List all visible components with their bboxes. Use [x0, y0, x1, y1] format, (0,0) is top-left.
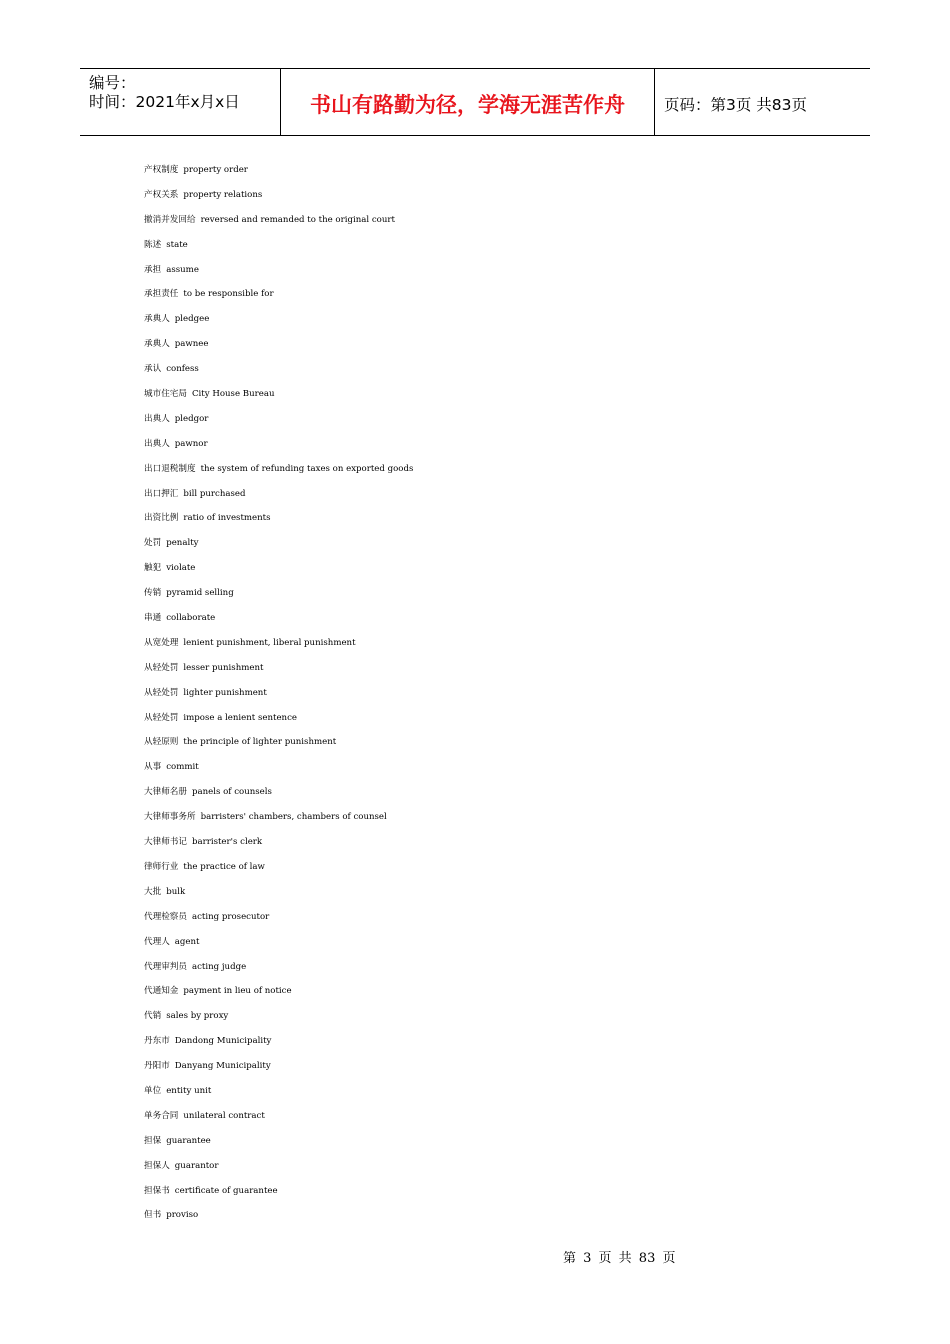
- entry-translation: violate: [166, 563, 196, 574]
- entry-term: 丹东市: [144, 1036, 170, 1047]
- glossary-entry: [144, 832, 413, 857]
- glossary-entry: [144, 484, 413, 509]
- glossary-entry: [144, 235, 413, 260]
- glossary-entry: [144, 981, 413, 1006]
- glossary-entry: [144, 1156, 413, 1181]
- entry-term: 代通知金: [144, 986, 179, 997]
- entry-term: 出资比例: [144, 513, 179, 524]
- entry-translation: pledgor: [174, 413, 209, 424]
- entry-translation: barrister's clerk: [191, 837, 263, 848]
- entry-term: 触犯: [144, 563, 162, 574]
- entry-term: 代理人: [144, 936, 170, 947]
- header-middle-cell: [281, 69, 655, 135]
- glossary-entry: [144, 907, 413, 932]
- entry-translation: acting judge: [191, 961, 247, 972]
- glossary-entry: [144, 1106, 413, 1131]
- glossary-entry: [144, 309, 413, 334]
- entry-translation: assume: [166, 264, 199, 275]
- entry-term: 陈述: [144, 239, 162, 250]
- entry-translation: impose a lenient sentence: [183, 712, 297, 723]
- entry-translation: reversed and remanded to the original court: [200, 214, 395, 225]
- entry-translation: Danyang Municipality: [174, 1061, 271, 1072]
- entry-translation: penalty: [166, 538, 199, 549]
- entry-term: 承担: [144, 264, 162, 275]
- glossary-entry: [144, 583, 413, 608]
- entry-term: 出典人: [144, 413, 170, 424]
- entry-term: 承担责任: [144, 289, 179, 300]
- entry-term: 出口押汇: [144, 488, 179, 499]
- entry-term: 大律师事务所: [144, 812, 196, 823]
- glossary-list: [144, 160, 413, 1230]
- document-date-label: 时间：2021年x月x日: [89, 93, 240, 111]
- glossary-entry: [144, 1205, 413, 1230]
- entry-translation: property relations: [183, 189, 263, 200]
- entry-translation: guarantor: [174, 1160, 219, 1171]
- entry-translation: to be responsible for: [183, 289, 274, 300]
- entry-term: 处罚: [144, 538, 162, 549]
- header-left-cell: [80, 69, 281, 135]
- glossary-entry: [144, 807, 413, 832]
- entry-term: 代销: [144, 1011, 162, 1022]
- entry-translation: panels of counsels: [191, 787, 272, 798]
- entry-term: 律师行业: [144, 861, 179, 872]
- entry-translation: Dandong Municipality: [174, 1036, 272, 1047]
- glossary-entry: [144, 1056, 413, 1081]
- glossary-entry: [144, 757, 413, 782]
- entry-translation: confess: [166, 364, 199, 375]
- glossary-entry: [144, 633, 413, 658]
- entry-translation: lighter punishment: [183, 687, 267, 698]
- glossary-entry: [144, 932, 413, 957]
- entry-term: 从轻处罚: [144, 687, 179, 698]
- glossary-entry: [144, 409, 413, 434]
- entry-term: 大律师名册: [144, 787, 187, 798]
- page-header: [80, 68, 870, 136]
- glossary-entry: [144, 708, 413, 733]
- glossary-entry: [144, 683, 413, 708]
- glossary-entry: [144, 1181, 413, 1206]
- entry-term: 单务合同: [144, 1110, 179, 1121]
- entry-translation: the practice of law: [183, 861, 265, 872]
- glossary-entry: [144, 185, 413, 210]
- entry-term: 代理检察员: [144, 911, 187, 922]
- entry-translation: property order: [183, 165, 248, 175]
- entry-term: 从轻处罚: [144, 712, 179, 723]
- glossary-entry: [144, 558, 413, 583]
- entry-translation: certificate of guarantee: [174, 1185, 278, 1196]
- entry-translation: bill purchased: [183, 488, 246, 499]
- glossary-entry: [144, 210, 413, 235]
- entry-term: 代理审判员: [144, 961, 187, 972]
- header-page-info: 页码：第3页 共83页: [664, 96, 808, 114]
- entry-term: 传销: [144, 588, 162, 599]
- glossary-entry: [144, 533, 413, 558]
- entry-translation: proviso: [166, 1210, 199, 1221]
- entry-term: 担保书: [144, 1185, 170, 1196]
- entry-translation: acting prosecutor: [191, 911, 270, 922]
- entry-translation: City House Bureau: [191, 389, 275, 400]
- entry-translation: pawnor: [174, 438, 208, 449]
- glossary-entry: [144, 260, 413, 285]
- entry-term: 承典人: [144, 339, 170, 350]
- entry-translation: ratio of investments: [183, 513, 271, 524]
- entry-translation: pawnee: [174, 339, 209, 350]
- entry-translation: collaborate: [166, 613, 216, 624]
- entry-term: 城市住宅局: [144, 389, 187, 400]
- entry-term: 单位: [144, 1085, 162, 1096]
- glossary-entry: [144, 882, 413, 907]
- entry-term: 串通: [144, 613, 162, 624]
- entry-translation: lenient punishment, liberal punishment: [183, 637, 356, 648]
- entry-term: 从事: [144, 762, 162, 773]
- entry-term: 大律师书记: [144, 837, 187, 848]
- entry-term: 担保人: [144, 1160, 170, 1171]
- header-right-cell: [655, 69, 870, 135]
- entry-term: 但书: [144, 1210, 162, 1221]
- glossary-entry: [144, 508, 413, 533]
- glossary-entry: [144, 434, 413, 459]
- entry-translation: unilateral contract: [183, 1110, 265, 1121]
- glossary-entry: [144, 384, 413, 409]
- entry-translation: lesser punishment: [183, 662, 264, 673]
- entry-translation: pyramid selling: [166, 588, 234, 599]
- glossary-entry: [144, 1031, 413, 1056]
- glossary-entry: [144, 608, 413, 633]
- entry-translation: bulk: [166, 886, 186, 897]
- entry-translation: pledgee: [174, 314, 210, 325]
- entry-term: 撤消并发回给: [144, 214, 196, 225]
- glossary-entry: [144, 732, 413, 757]
- glossary-entry: [144, 334, 413, 359]
- entry-term: 产权关系: [144, 189, 179, 200]
- glossary-entry: [144, 359, 413, 384]
- entry-term: 产权制度: [144, 165, 179, 175]
- header-motto: 书山有路勤为径，学海无涯苦作舟: [310, 93, 625, 117]
- glossary-entry: [144, 160, 413, 185]
- entry-translation: the principle of lighter punishment: [183, 737, 337, 748]
- glossary-entry: [144, 782, 413, 807]
- entry-term: 承典人: [144, 314, 170, 325]
- entry-translation: sales by proxy: [166, 1011, 229, 1022]
- entry-term: 出口退税制度: [144, 463, 196, 474]
- entry-translation: commit: [166, 762, 199, 773]
- glossary-entry: [144, 1006, 413, 1031]
- glossary-entry: [144, 459, 413, 484]
- entry-translation: payment in lieu of notice: [183, 986, 292, 997]
- page-footer: 第 3 页 共 83 页: [563, 1251, 676, 1266]
- glossary-entry: [144, 658, 413, 683]
- document-number-label: 编号：: [89, 74, 136, 92]
- entry-term: 从宽处理: [144, 637, 179, 648]
- entry-term: 从轻原则: [144, 737, 179, 748]
- entry-term: 大批: [144, 886, 162, 897]
- entry-term: 丹阳市: [144, 1061, 170, 1072]
- entry-term: 出典人: [144, 438, 170, 449]
- entry-translation: agent: [174, 936, 200, 947]
- entry-term: 担保: [144, 1135, 162, 1146]
- glossary-entry: [144, 857, 413, 882]
- glossary-entry: [144, 957, 413, 982]
- glossary-entry: [144, 1131, 413, 1156]
- entry-translation: barristers' chambers, chambers of counsel: [200, 812, 387, 823]
- entry-term: 承认: [144, 364, 162, 375]
- entry-translation: guarantee: [166, 1135, 211, 1146]
- glossary-entry: [144, 1081, 413, 1106]
- glossary-entry: [144, 284, 413, 309]
- entry-translation: state: [166, 239, 188, 250]
- entry-translation: the system of refunding taxes on exported goods: [200, 463, 414, 474]
- entry-term: 从轻处罚: [144, 662, 179, 673]
- entry-translation: entity unit: [166, 1085, 212, 1096]
